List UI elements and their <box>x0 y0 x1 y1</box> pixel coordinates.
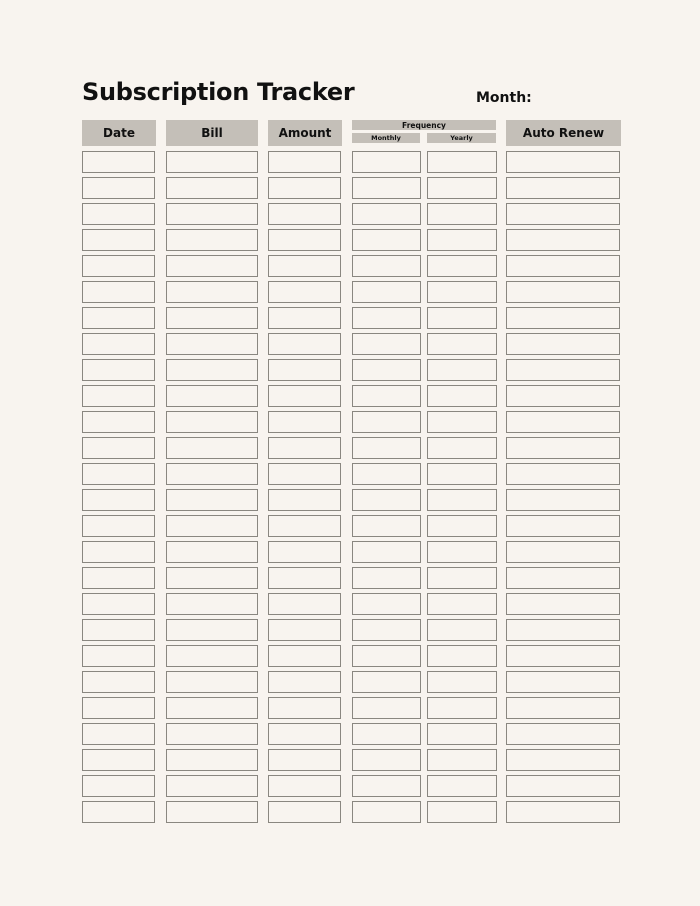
amount-cell[interactable] <box>268 359 341 381</box>
date-cell[interactable] <box>82 411 155 433</box>
yearly-cell[interactable] <box>427 151 497 173</box>
amount-cell[interactable] <box>268 567 341 589</box>
monthly-cell[interactable] <box>352 411 421 433</box>
auto-renew-cell[interactable] <box>506 333 620 355</box>
yearly-cell[interactable] <box>427 619 497 641</box>
date-cell[interactable] <box>82 359 155 381</box>
yearly-cell[interactable] <box>427 645 497 667</box>
bill-cell[interactable] <box>166 619 258 641</box>
bill-cell[interactable] <box>166 359 258 381</box>
auto-renew-cell[interactable] <box>506 255 620 277</box>
yearly-cell[interactable] <box>427 749 497 771</box>
date-cell[interactable] <box>82 515 155 537</box>
amount-cell[interactable] <box>268 281 341 303</box>
amount-cell[interactable] <box>268 229 341 251</box>
auto-renew-cell[interactable] <box>506 359 620 381</box>
bill-cell[interactable] <box>166 645 258 667</box>
monthly-cell[interactable] <box>352 489 421 511</box>
bill-cell[interactable] <box>166 723 258 745</box>
column-header-auto-renew: Auto Renew <box>506 120 621 146</box>
auto-renew-cell[interactable] <box>506 177 620 199</box>
auto-renew-cell[interactable] <box>506 411 620 433</box>
amount-cell[interactable] <box>268 489 341 511</box>
amount-cell[interactable] <box>268 593 341 615</box>
yearly-cell[interactable] <box>427 541 497 563</box>
column-header-date: Date <box>82 120 156 146</box>
date-cell[interactable] <box>82 619 155 641</box>
amount-cell[interactable] <box>268 463 341 485</box>
date-cell[interactable] <box>82 723 155 745</box>
yearly-cell[interactable] <box>427 775 497 797</box>
monthly-cell[interactable] <box>352 567 421 589</box>
amount-cell[interactable] <box>268 645 341 667</box>
date-cell[interactable] <box>82 671 155 693</box>
yearly-cell[interactable] <box>427 567 497 589</box>
auto-renew-cell[interactable] <box>506 775 620 797</box>
date-cell[interactable] <box>82 567 155 589</box>
amount-cell[interactable] <box>268 411 341 433</box>
date-cell[interactable] <box>82 385 155 407</box>
amount-cell[interactable] <box>268 749 341 771</box>
auto-renew-cell[interactable] <box>506 541 620 563</box>
monthly-cell[interactable] <box>352 307 421 329</box>
monthly-cell[interactable] <box>352 749 421 771</box>
date-cell[interactable] <box>82 541 155 563</box>
date-cell[interactable] <box>82 203 155 225</box>
auto-renew-cell[interactable] <box>506 307 620 329</box>
bill-cell[interactable] <box>166 151 258 173</box>
monthly-cell[interactable] <box>352 359 421 381</box>
yearly-cell[interactable] <box>427 723 497 745</box>
bill-cell[interactable] <box>166 385 258 407</box>
date-cell[interactable] <box>82 775 155 797</box>
date-cell[interactable] <box>82 151 155 173</box>
yearly-cell[interactable] <box>427 307 497 329</box>
bill-cell[interactable] <box>166 411 258 433</box>
bill-cell[interactable] <box>166 593 258 615</box>
yearly-cell[interactable] <box>427 593 497 615</box>
auto-renew-cell[interactable] <box>506 801 620 823</box>
monthly-cell[interactable] <box>352 541 421 563</box>
monthly-cell[interactable] <box>352 229 421 251</box>
auto-renew-cell[interactable] <box>506 593 620 615</box>
column-header-bill: Bill <box>166 120 258 146</box>
monthly-cell[interactable] <box>352 281 421 303</box>
month-label: Month: <box>476 90 532 106</box>
monthly-cell[interactable] <box>352 593 421 615</box>
date-cell[interactable] <box>82 463 155 485</box>
yearly-cell[interactable] <box>427 281 497 303</box>
amount-cell[interactable] <box>268 515 341 537</box>
yearly-cell[interactable] <box>427 385 497 407</box>
date-cell[interactable] <box>82 333 155 355</box>
yearly-cell[interactable] <box>427 515 497 537</box>
bill-cell[interactable] <box>166 489 258 511</box>
date-cell[interactable] <box>82 229 155 251</box>
bill-cell[interactable] <box>166 177 258 199</box>
monthly-cell[interactable] <box>352 203 421 225</box>
auto-renew-cell[interactable] <box>506 437 620 459</box>
monthly-cell[interactable] <box>352 697 421 719</box>
date-cell[interactable] <box>82 593 155 615</box>
column-header-frequency: Frequency <box>352 120 496 130</box>
amount-cell[interactable] <box>268 151 341 173</box>
monthly-cell[interactable] <box>352 723 421 745</box>
amount-cell[interactable] <box>268 619 341 641</box>
date-cell[interactable] <box>82 281 155 303</box>
yearly-cell[interactable] <box>427 333 497 355</box>
bill-cell[interactable] <box>166 307 258 329</box>
page-title: Subscription Tracker <box>82 78 355 106</box>
bill-cell[interactable] <box>166 775 258 797</box>
column-header-yearly: Yearly <box>427 133 496 143</box>
auto-renew-cell[interactable] <box>506 515 620 537</box>
date-cell[interactable] <box>82 801 155 823</box>
yearly-cell[interactable] <box>427 671 497 693</box>
bill-cell[interactable] <box>166 255 258 277</box>
date-cell[interactable] <box>82 697 155 719</box>
yearly-cell[interactable] <box>427 801 497 823</box>
bill-cell[interactable] <box>166 333 258 355</box>
auto-renew-cell[interactable] <box>506 619 620 641</box>
auto-renew-cell[interactable] <box>506 151 620 173</box>
yearly-cell[interactable] <box>427 255 497 277</box>
bill-cell[interactable] <box>166 671 258 693</box>
auto-renew-cell[interactable] <box>506 645 620 667</box>
date-cell[interactable] <box>82 749 155 771</box>
auto-renew-cell[interactable] <box>506 723 620 745</box>
monthly-cell[interactable] <box>352 619 421 641</box>
amount-cell[interactable] <box>268 203 341 225</box>
date-cell[interactable] <box>82 489 155 511</box>
yearly-cell[interactable] <box>427 359 497 381</box>
monthly-cell[interactable] <box>352 515 421 537</box>
monthly-cell[interactable] <box>352 645 421 667</box>
date-cell[interactable] <box>82 307 155 329</box>
amount-cell[interactable] <box>268 723 341 745</box>
monthly-cell[interactable] <box>352 255 421 277</box>
amount-cell[interactable] <box>268 333 341 355</box>
yearly-cell[interactable] <box>427 463 497 485</box>
bill-cell[interactable] <box>166 437 258 459</box>
auto-renew-cell[interactable] <box>506 281 620 303</box>
bill-cell[interactable] <box>166 801 258 823</box>
amount-cell[interactable] <box>268 541 341 563</box>
yearly-cell[interactable] <box>427 411 497 433</box>
date-cell[interactable] <box>82 255 155 277</box>
auto-renew-cell[interactable] <box>506 671 620 693</box>
auto-renew-cell[interactable] <box>506 385 620 407</box>
date-cell[interactable] <box>82 437 155 459</box>
yearly-cell[interactable] <box>427 203 497 225</box>
monthly-cell[interactable] <box>352 385 421 407</box>
bill-cell[interactable] <box>166 203 258 225</box>
amount-cell[interactable] <box>268 385 341 407</box>
auto-renew-cell[interactable] <box>506 489 620 511</box>
yearly-cell[interactable] <box>427 437 497 459</box>
monthly-cell[interactable] <box>352 671 421 693</box>
date-cell[interactable] <box>82 645 155 667</box>
bill-cell[interactable] <box>166 515 258 537</box>
column-header-monthly: Monthly <box>352 133 420 143</box>
bill-cell[interactable] <box>166 697 258 719</box>
amount-cell[interactable] <box>268 307 341 329</box>
monthly-cell[interactable] <box>352 801 421 823</box>
bill-cell[interactable] <box>166 749 258 771</box>
bill-cell[interactable] <box>166 541 258 563</box>
amount-cell[interactable] <box>268 671 341 693</box>
auto-renew-cell[interactable] <box>506 749 620 771</box>
column-header-amount: Amount <box>268 120 342 146</box>
date-cell[interactable] <box>82 177 155 199</box>
auto-renew-cell[interactable] <box>506 567 620 589</box>
monthly-cell[interactable] <box>352 333 421 355</box>
amount-cell[interactable] <box>268 255 341 277</box>
bill-cell[interactable] <box>166 463 258 485</box>
yearly-cell[interactable] <box>427 489 497 511</box>
yearly-cell[interactable] <box>427 229 497 251</box>
bill-cell[interactable] <box>166 281 258 303</box>
monthly-cell[interactable] <box>352 177 421 199</box>
auto-renew-cell[interactable] <box>506 229 620 251</box>
monthly-cell[interactable] <box>352 437 421 459</box>
amount-cell[interactable] <box>268 437 341 459</box>
amount-cell[interactable] <box>268 177 341 199</box>
amount-cell[interactable] <box>268 775 341 797</box>
auto-renew-cell[interactable] <box>506 463 620 485</box>
yearly-cell[interactable] <box>427 177 497 199</box>
auto-renew-cell[interactable] <box>506 697 620 719</box>
amount-cell[interactable] <box>268 801 341 823</box>
amount-cell[interactable] <box>268 697 341 719</box>
monthly-cell[interactable] <box>352 775 421 797</box>
monthly-cell[interactable] <box>352 151 421 173</box>
bill-cell[interactable] <box>166 567 258 589</box>
yearly-cell[interactable] <box>427 697 497 719</box>
bill-cell[interactable] <box>166 229 258 251</box>
auto-renew-cell[interactable] <box>506 203 620 225</box>
monthly-cell[interactable] <box>352 463 421 485</box>
